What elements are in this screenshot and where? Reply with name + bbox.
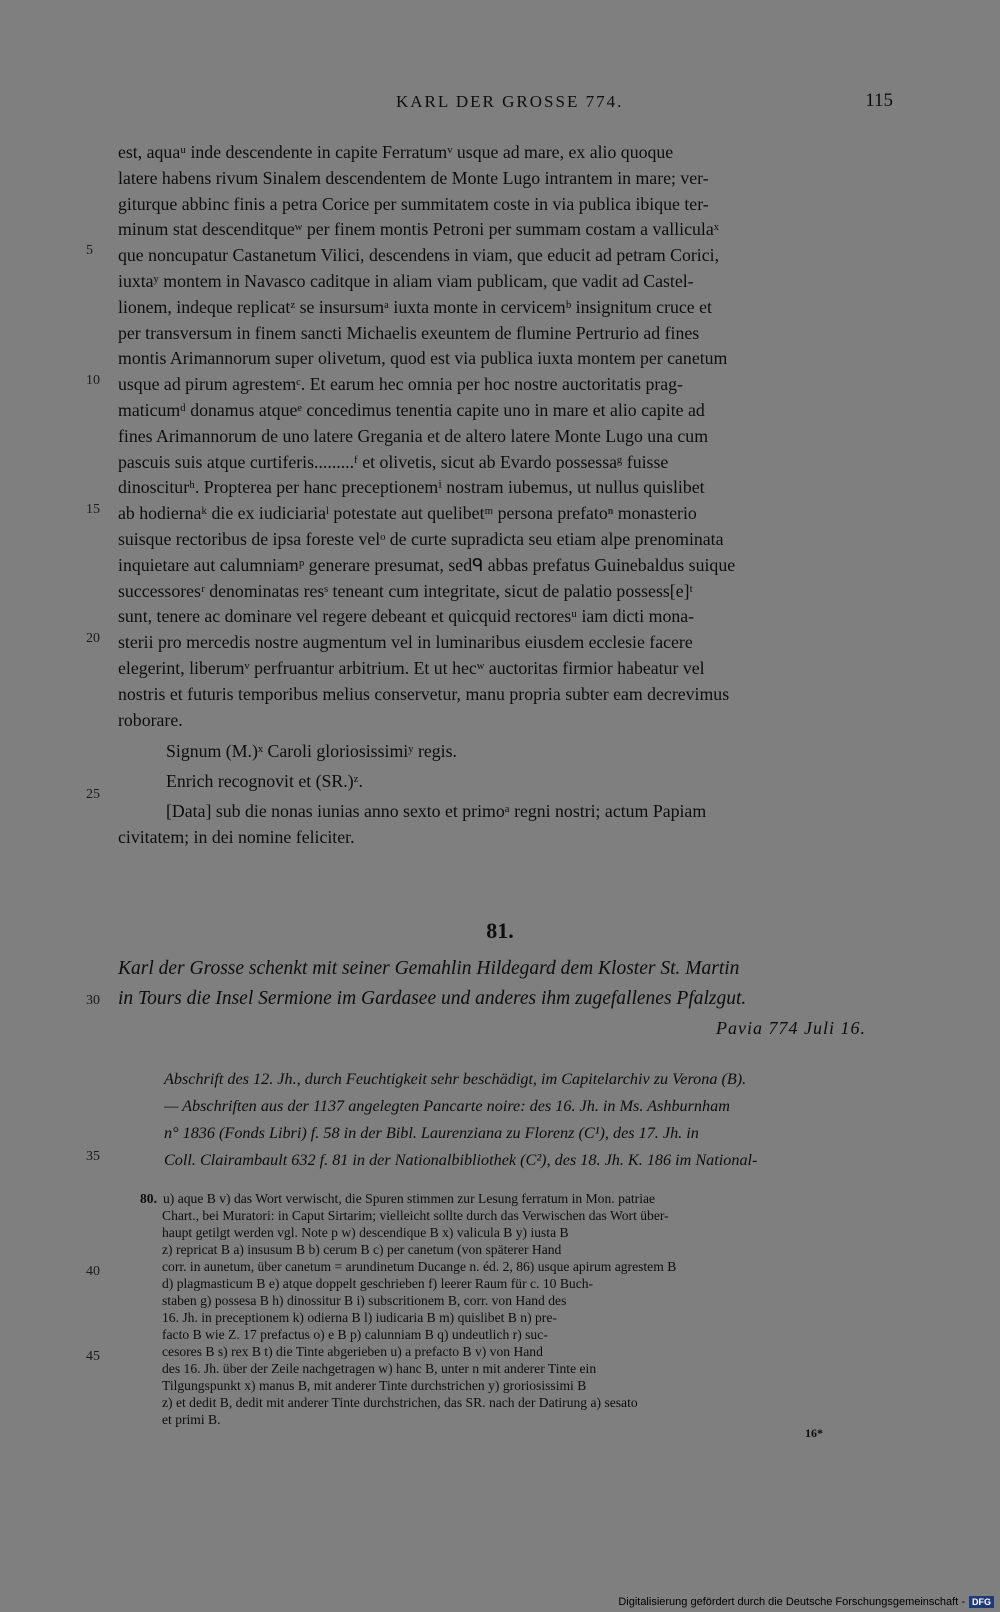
dating-line: [Data] sub die nonas iunias anno sexto et primoᵃ regni nostri; actum Papiam (166, 800, 707, 821)
source-line: Coll. Clairambault 632 f. 81 in der Nationalbibliothek (C²), des 18. Jh. K. 186 im National- (164, 1151, 758, 1169)
signature-mark: 16* (805, 1426, 823, 1440)
line-number: 40 (86, 1264, 100, 1279)
text-line: sunt, tenere ac dominare vel regere debeant et quicquid rectoresᵘ iam dicti mona- (118, 606, 695, 627)
text-line: pascuis suis atque curtiferis.........ᶠ et olivetis, sicut ab Evardo possessaᵍ fuisse (118, 451, 669, 472)
dfg-logo-icon: DFG (969, 1596, 994, 1608)
text-line: ab hodiernaᵏ die ex iudiciariaˡ potestate aut quelibetᵐ persona prefatoⁿ monasterio (118, 503, 697, 524)
recognition-line: Enrich recognovit et (SR.)ᶻ. (166, 771, 363, 792)
text-line: montis Arimannorum super olivetum, quod est via publica iuxta montem per canetum (118, 348, 728, 369)
digitization-footer (618, 1596, 994, 1608)
note-line: 16. Jh. in preceptionem k) odierna B l) iudicaria B m) quislibet B n) pre- (162, 1310, 557, 1325)
line-number: 35 (86, 1149, 100, 1164)
note-line: cesores B s) rex B t) die Tinte abgerieben u) a prefacto B v) von Hand (162, 1344, 543, 1359)
line-number: 20 (86, 631, 100, 646)
note-line: des 16. Jh. über der Zeile nachgetragen w) hanc B, unter n mit anderer Tinte ein (162, 1361, 597, 1376)
line-number: 25 (86, 787, 100, 802)
running-header (118, 92, 893, 122)
note-line: staben g) possesa B h) dinossitur B i) subscritionem B, corr. von Hand des (162, 1293, 567, 1308)
text-line: iuxtaʸ montem in Navasco caditque in aliam viam publicam, que vadit ad Castel- (118, 270, 694, 291)
page-number: 115 (865, 90, 893, 111)
text-line: nostris et futuris temporibus melius conservetur, manu propria subter eam decrevimus (118, 683, 730, 704)
note-line: z) repricat B a) insusum B b) cerum B c) per canetum (von späterer Hand (162, 1242, 562, 1257)
signum-line: Signum (M.)ˣ Caroli gloriosissimiʸ regis. (166, 741, 457, 762)
text-line: per transversum in finem sancti Michaelis exeuntem de flumine Pertrurio ad fines (118, 322, 700, 343)
footer-text: Digitalisierung gefördert durch die Deutsche Forschungsgemeinschaft - (618, 1596, 965, 1608)
line-number: 45 (86, 1349, 100, 1364)
note-line: Chart., bei Muratori: in Caput Sirtarim; vielleicht sollte durch das Verwischen das Wort über- (162, 1208, 669, 1223)
text-line: lionem, indeque replicatᶻ se insursumᵃ iuxta monte in cervicemᵇ insignitum cruce et (118, 296, 712, 317)
note-line: corr. in aunetum, über canetum = arundinetum Ducange n. éd. 2, 86) usque apirum agrestem B (162, 1259, 677, 1274)
text-line: successoresʳ denominatas resˢ teneant cum integritate, sicut de palatio possess[e]ᵗ (118, 580, 693, 601)
document-number: 81. (486, 918, 514, 943)
text-line: usque ad pirum agrestemᶜ. Et earum hec omnia per hoc nostre auctoritatis prag- (118, 374, 683, 395)
note-line: haupt getilgt werden vgl. Note p w) descendique B x) valicula B y) iusta B (162, 1225, 569, 1240)
text-line: maticumᵈ donamus atqueᵉ concedimus tenentia capite uno in mare et alio capite ad (118, 399, 705, 420)
dating-line: civitatem; in dei nomine feliciter. (118, 826, 355, 847)
text-line: est, aquaᵘ inde descendente in capite Ferratumᵛ usque ad mare, ex alio quoque (118, 142, 674, 162)
source-description (164, 1066, 893, 1174)
running-title: KARL DER GROSSE 774. (396, 92, 624, 111)
text-line: fines Arimannorum de uno latere Gregania et de altero latere Monte Lugo una cum (118, 425, 709, 446)
source-line: Abschrift des 12. Jh., durch Feuchtigkeit sehr beschädigt, im Capitelarchiv zu Verona (B). (164, 1070, 747, 1088)
note-line: z) et dedit B, dedit mit anderer Tinte durchstrichen, das SR. nach der Datirung a) sesato (162, 1395, 638, 1410)
line-number: 5 (86, 243, 93, 258)
date-place: Pavia 774 Juli 16. (716, 1018, 866, 1038)
regest-line: in Tours die Insel Sermione im Gardasee und anderes ihm zugefallenes Pfalzgut. (118, 988, 747, 1009)
text-line: suisque rectoribus de ipsa foreste velᵒ de curte supradicta seu etiam alpe prenominata (118, 528, 724, 549)
note-line: Tilgungspunkt x) manus B, mit anderer Tinte durchstrichen y) groriosissimi B (162, 1378, 587, 1393)
notes-label: 80. (140, 1191, 157, 1206)
text-line: dinosciturʰ. Propterea per hanc preceptionemⁱ nostram iubemus, ut nullus quislibet (118, 477, 705, 498)
note-line: et primi B. (162, 1412, 221, 1427)
line-number: 30 (86, 993, 100, 1008)
text-line: minum stat descenditqueʷ per finem montis Petroni per summam costam a valliculaˣ (118, 219, 719, 240)
regest-line: Karl der Grosse schenkt mit seiner Gemahlin Hildegard dem Kloster St. Martin (118, 958, 740, 979)
line-number: 15 (86, 502, 100, 517)
text-line: roborare. (118, 709, 183, 730)
text-line: inquietare aut calumniamᵖ generare presumat, sedᑫ abbas prefatus Guinebaldus suique (118, 554, 736, 575)
text-line: giturque abbinc finis a petra Corice per summitatem coste in via publica ibique ter- (118, 193, 709, 214)
note-line: facto B wie Z. 17 prefactus o) e B p) calunniam B q) undeutlich r) suc- (162, 1327, 548, 1342)
charter-text (118, 140, 893, 851)
line-number: 10 (86, 373, 100, 388)
note-line: d) plagmasticum B e) atque doppelt geschrieben f) leerer Raum für c. 10 Buch- (162, 1276, 594, 1291)
text-line: sterii pro mercedis nostre augmentum vel in luminaribus eiusdem ecclesie facere (118, 632, 693, 653)
text-line: elegerint, liberumᵛ perfruantur arbitrium. Et ut hecʷ auctoritas firmior habeatur vel (118, 657, 705, 678)
text-line: latere habens rivum Sinalem descendentem de Monte Lugo intrantem in mare; ver- (118, 167, 709, 188)
note-line: u) aque B v) das Wort verwischt, die Spuren stimmen zur Lesung ferratum in Mon. patriae (163, 1191, 656, 1206)
source-line: n° 1836 (Fonds Libri) f. 58 in der Bibl. Laurenziana zu Florenz (C¹), des 17. Jh. in (164, 1124, 699, 1142)
source-line: — Abschriften aus der 1137 angelegten Pancarte noire: des 16. Jh. in Ms. Ashburnham (164, 1097, 730, 1115)
text-line: que noncupatur Castanetum Vilici, descendens in viam, que educit ad petram Corici, (118, 245, 720, 266)
footnotes (140, 1190, 894, 1428)
